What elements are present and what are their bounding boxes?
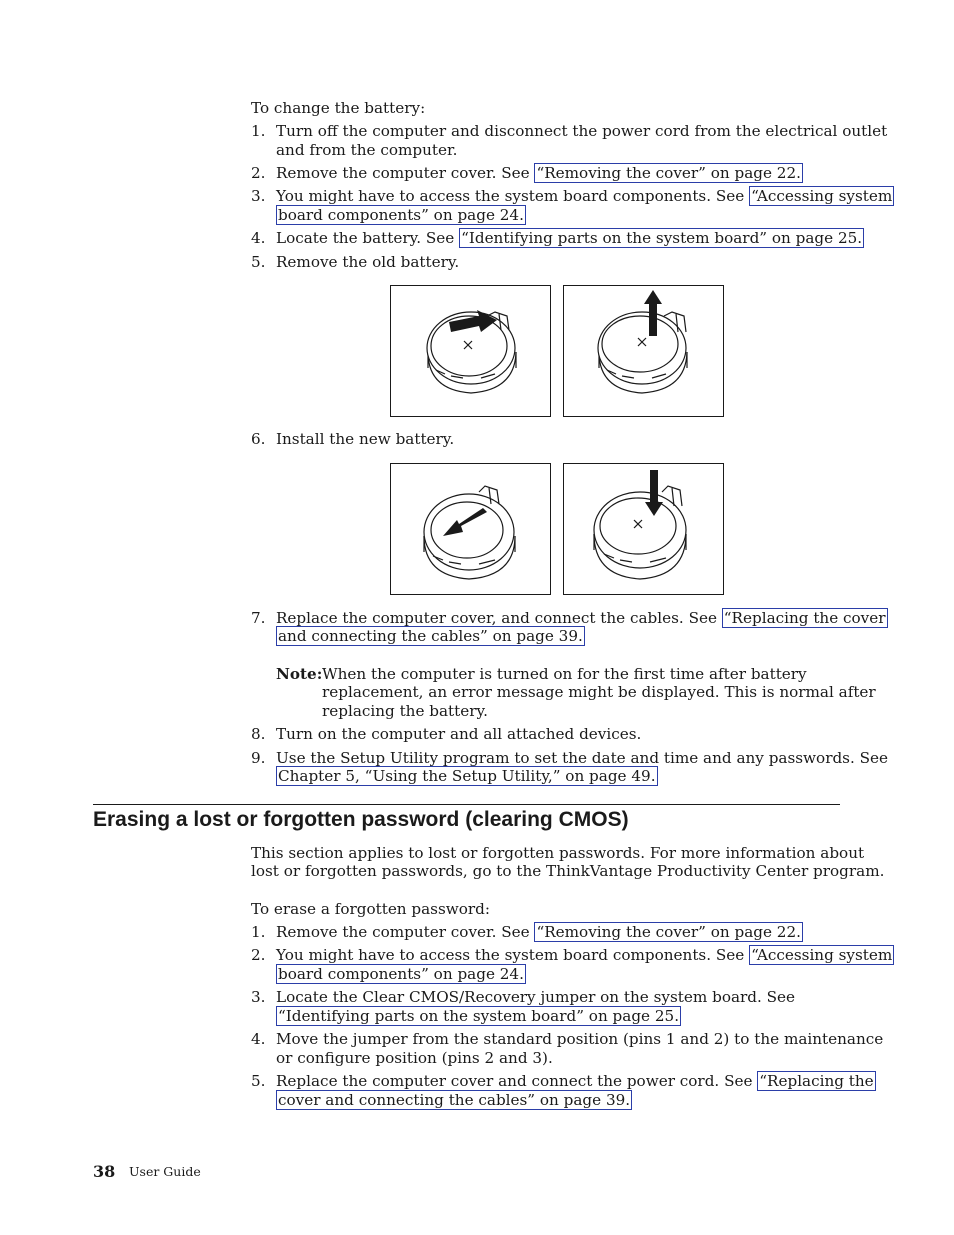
- link-replacing-cover[interactable]: “Replacing the: [759, 1072, 874, 1090]
- note-text: replacement, an error message might be displayed. This is normal after: [322, 683, 876, 701]
- step-text-plain: You might have to access the system board components. See: [276, 946, 745, 964]
- step-number: 1.: [251, 923, 266, 941]
- link-removing-cover[interactable]: “Removing the cover” on page 22.: [536, 923, 801, 941]
- step-text: and from the computer.: [276, 141, 458, 159]
- link-replacing-cover[interactable]: “Replacing the cover: [723, 609, 886, 627]
- step-text-cont: [276, 965, 526, 984]
- step-number: 8.: [251, 725, 266, 743]
- link-accessing-system-board-cont[interactable]: board components” on page 24.: [278, 206, 524, 224]
- step-number: 2.: [251, 164, 266, 182]
- step-text-plain: Replace the computer cover, and connect the cables. See: [276, 609, 717, 627]
- note-text: When the computer is turned on for the first time after battery: [322, 665, 807, 683]
- step-text: [276, 923, 803, 942]
- link-accessing-system-board[interactable]: “Accessing system: [751, 946, 893, 964]
- step-text-cont: [276, 1007, 681, 1026]
- step-text-plain: You might have to access the system board components. See: [276, 187, 745, 205]
- step-text-plain: Remove the computer cover. See: [276, 164, 530, 182]
- step-number: 4.: [251, 229, 266, 247]
- step-text-cont: [276, 627, 585, 646]
- step-number: 6.: [251, 430, 266, 448]
- step-number: 1.: [251, 122, 266, 140]
- step-text-cont: [276, 1091, 632, 1110]
- step-text-plain: Replace the computer cover and connect the power cord. See: [276, 1072, 753, 1090]
- section-heading: Erasing a lost or forgotten password (clearing CMOS): [93, 808, 629, 831]
- step-text: [276, 164, 803, 183]
- note-label: Note:: [276, 665, 323, 683]
- step-number: 5.: [251, 1072, 266, 1090]
- step-number: 7.: [251, 609, 266, 627]
- link-accessing-system-board[interactable]: “Accessing system: [751, 187, 893, 205]
- figure-install-battery-insert: [390, 463, 551, 595]
- step-number: 2.: [251, 946, 266, 964]
- section-paragraph: This section applies to lost or forgotten passwords. For more information about: [251, 844, 865, 862]
- step-text-cont: [276, 767, 658, 786]
- step-text: Turn on the computer and all attached devices.: [276, 725, 642, 743]
- step-text: Locate the Clear CMOS/Recovery jumper on the system board. See: [276, 988, 796, 1006]
- link-accessing-system-board-cont[interactable]: board components” on page 24.: [278, 965, 524, 983]
- step-number: 5.: [251, 253, 266, 271]
- page-number: 38: [93, 1162, 116, 1181]
- step-number: 4.: [251, 1030, 266, 1048]
- step-text: Install the new battery.: [276, 430, 455, 448]
- battery-intro: To change the battery:: [251, 99, 426, 117]
- note-text: replacing the battery.: [322, 702, 488, 720]
- step-text: [276, 1072, 876, 1091]
- step-text-plain: Locate the battery. See: [276, 229, 455, 247]
- figure-remove-battery-slide: [390, 285, 551, 417]
- step-text: [276, 187, 894, 206]
- step-number: 3.: [251, 187, 266, 205]
- link-replacing-cover-cont[interactable]: cover and connecting the cables” on page 39.: [278, 1091, 631, 1109]
- link-replacing-cover-cont[interactable]: and connecting the cables” on page 39.: [278, 627, 583, 645]
- step-text: Use the Setup Utility program to set the date and time and any passwords. See: [276, 749, 889, 767]
- step-text: Move the jumper from the standard position (pins 1 and 2) to the maintenance: [276, 1030, 884, 1048]
- link-identifying-parts[interactable]: “Identifying parts on the system board” on page 25.: [461, 229, 863, 247]
- step-text: [276, 229, 864, 248]
- step-text: Remove the old battery.: [276, 253, 460, 271]
- link-removing-cover[interactable]: “Removing the cover” on page 22.: [536, 164, 801, 182]
- figure-remove-battery-lift: [563, 285, 724, 417]
- figure-install-battery-press: [563, 463, 724, 595]
- section-divider: [93, 804, 840, 805]
- section-paragraph: lost or forgotten passwords, go to the ThinkVantage Productivity Center program.: [251, 862, 885, 880]
- step-text-cont: [276, 206, 526, 225]
- step-number: 3.: [251, 988, 266, 1006]
- section-intro: To erase a forgotten password:: [251, 900, 491, 918]
- step-text-plain: Remove the computer cover. See: [276, 923, 530, 941]
- step-text: or configure position (pins 2 and 3).: [276, 1049, 553, 1067]
- link-identifying-parts[interactable]: “Identifying parts on the system board” on page 25.: [278, 1007, 680, 1025]
- step-text: Turn off the computer and disconnect the power cord from the electrical outlet: [276, 122, 888, 140]
- link-setup-utility-chapter[interactable]: Chapter 5, “Using the Setup Utility,” on page 49.: [278, 767, 656, 785]
- step-text: [276, 946, 894, 965]
- footer-title: User Guide: [129, 1164, 201, 1179]
- step-number: 9.: [251, 749, 266, 767]
